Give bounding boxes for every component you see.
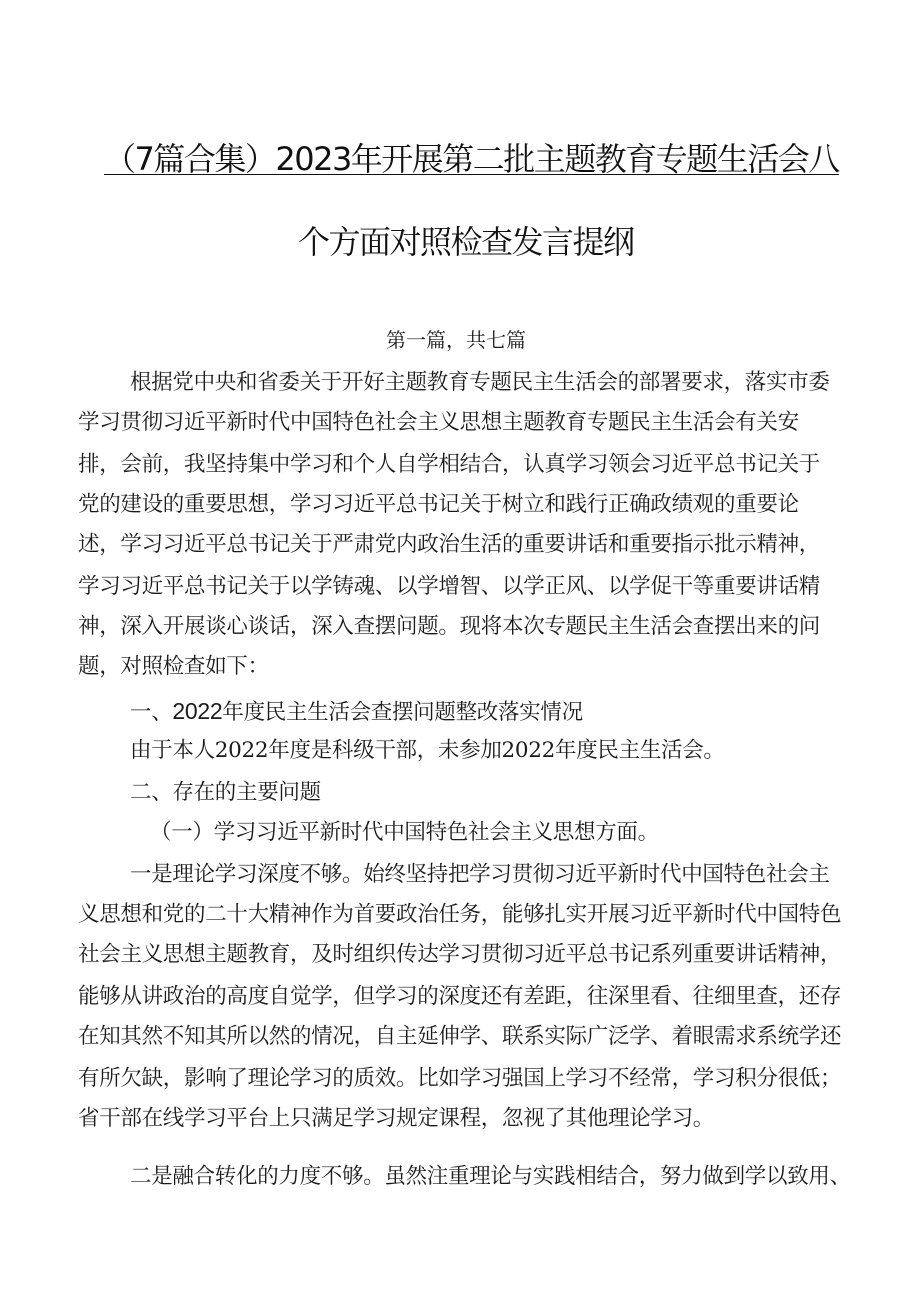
intro-line-3: 排，会前，我坚持集中学习和个人自学相结合，认真学习领会习近平总书记关于 xyxy=(78,452,821,477)
section-subtitle: 第一篇，共七篇 xyxy=(386,328,526,352)
para1-line-5: 在知其然不知其所以然的情况，自主延伸学、联系实际广泛学、着眼需求系统学还 xyxy=(78,1024,842,1049)
intro-line-5: 述，学习习近平总书记关于严肃党内政治生活的重要讲话和重要指示批示精神， xyxy=(78,532,821,557)
intro-line-2: 学习贯彻习近平新时代中国特色社会主义思想主题教育专题民主生活会有关安 xyxy=(78,410,799,435)
intro-line-6: 学习习近平总书记关于以学铸魂、以学增智、以学正风、以学促干等重要讲话精 xyxy=(78,574,821,599)
intro-line-1: 根据党中央和省委关于开好主题教育专题民主生活会的部署要求，落实市委 xyxy=(130,370,830,395)
intro-line-8: 题，对照检查如下： xyxy=(78,654,269,679)
intro-line-4: 党的建设的重要思想，学习习近平总书记关于树立和践行正确政绩观的重要论 xyxy=(78,492,799,517)
para1-line-2: 义思想和党的二十大精神作为首要政治任务，能够扎实开展习近平新时代中国特色 xyxy=(78,902,842,927)
para1-line-4: 能够从讲政治的高度自觉学，但学习的深度还有差距，往深里看、往细里查，还存 xyxy=(78,984,842,1009)
intro-line-7: 神，深入开展谈心谈话，深入查摆问题。现将本次专题民主生活会查摆出来的问 xyxy=(78,614,821,639)
para1-line-6: 有所欠缺，影响了理论学习的质效。比如学习强国上学习不经常，学习积分很低； xyxy=(78,1066,842,1091)
section-1-heading-year: 2022 xyxy=(172,698,223,724)
para1-line-7: 省干部在线学习平台上只满足学习规定课程，忽视了其他理论学习。 xyxy=(78,1106,715,1131)
section-2-subheading: （一）学习习近平新时代中国特色社会主义思想方面。 xyxy=(150,820,659,845)
title-line-1: （7篇合集）2023年开展第二批主题教育专题生活会八 xyxy=(104,140,839,178)
section-1-heading-text: 年度民主生活会查摆问题整改落实情况 xyxy=(222,700,583,725)
section-1-body: 由于本人2022年度是科级干部，未参加2022年度民主生活会。 xyxy=(130,738,725,763)
section-1-heading-num: 一、 xyxy=(130,700,173,725)
section-2-heading: 二、存在的主要问题 xyxy=(130,780,321,805)
para2-line-1: 二是融合转化的力度不够。虽然注重理论与实践相结合，努力做到学以致用、 xyxy=(130,1164,851,1189)
title-line-2: 个方面对照检查发言提纲 xyxy=(298,223,634,261)
para1-line-1: 一是理论学习深度不够。始终坚持把学习贯彻习近平新时代中国特色社会主 xyxy=(130,862,830,887)
para1-line-3: 社会主义思想主题教育，及时组织传达学习贯彻习近平总书记系列重要讲话精神， xyxy=(78,942,842,967)
section-1-heading xyxy=(130,696,583,728)
